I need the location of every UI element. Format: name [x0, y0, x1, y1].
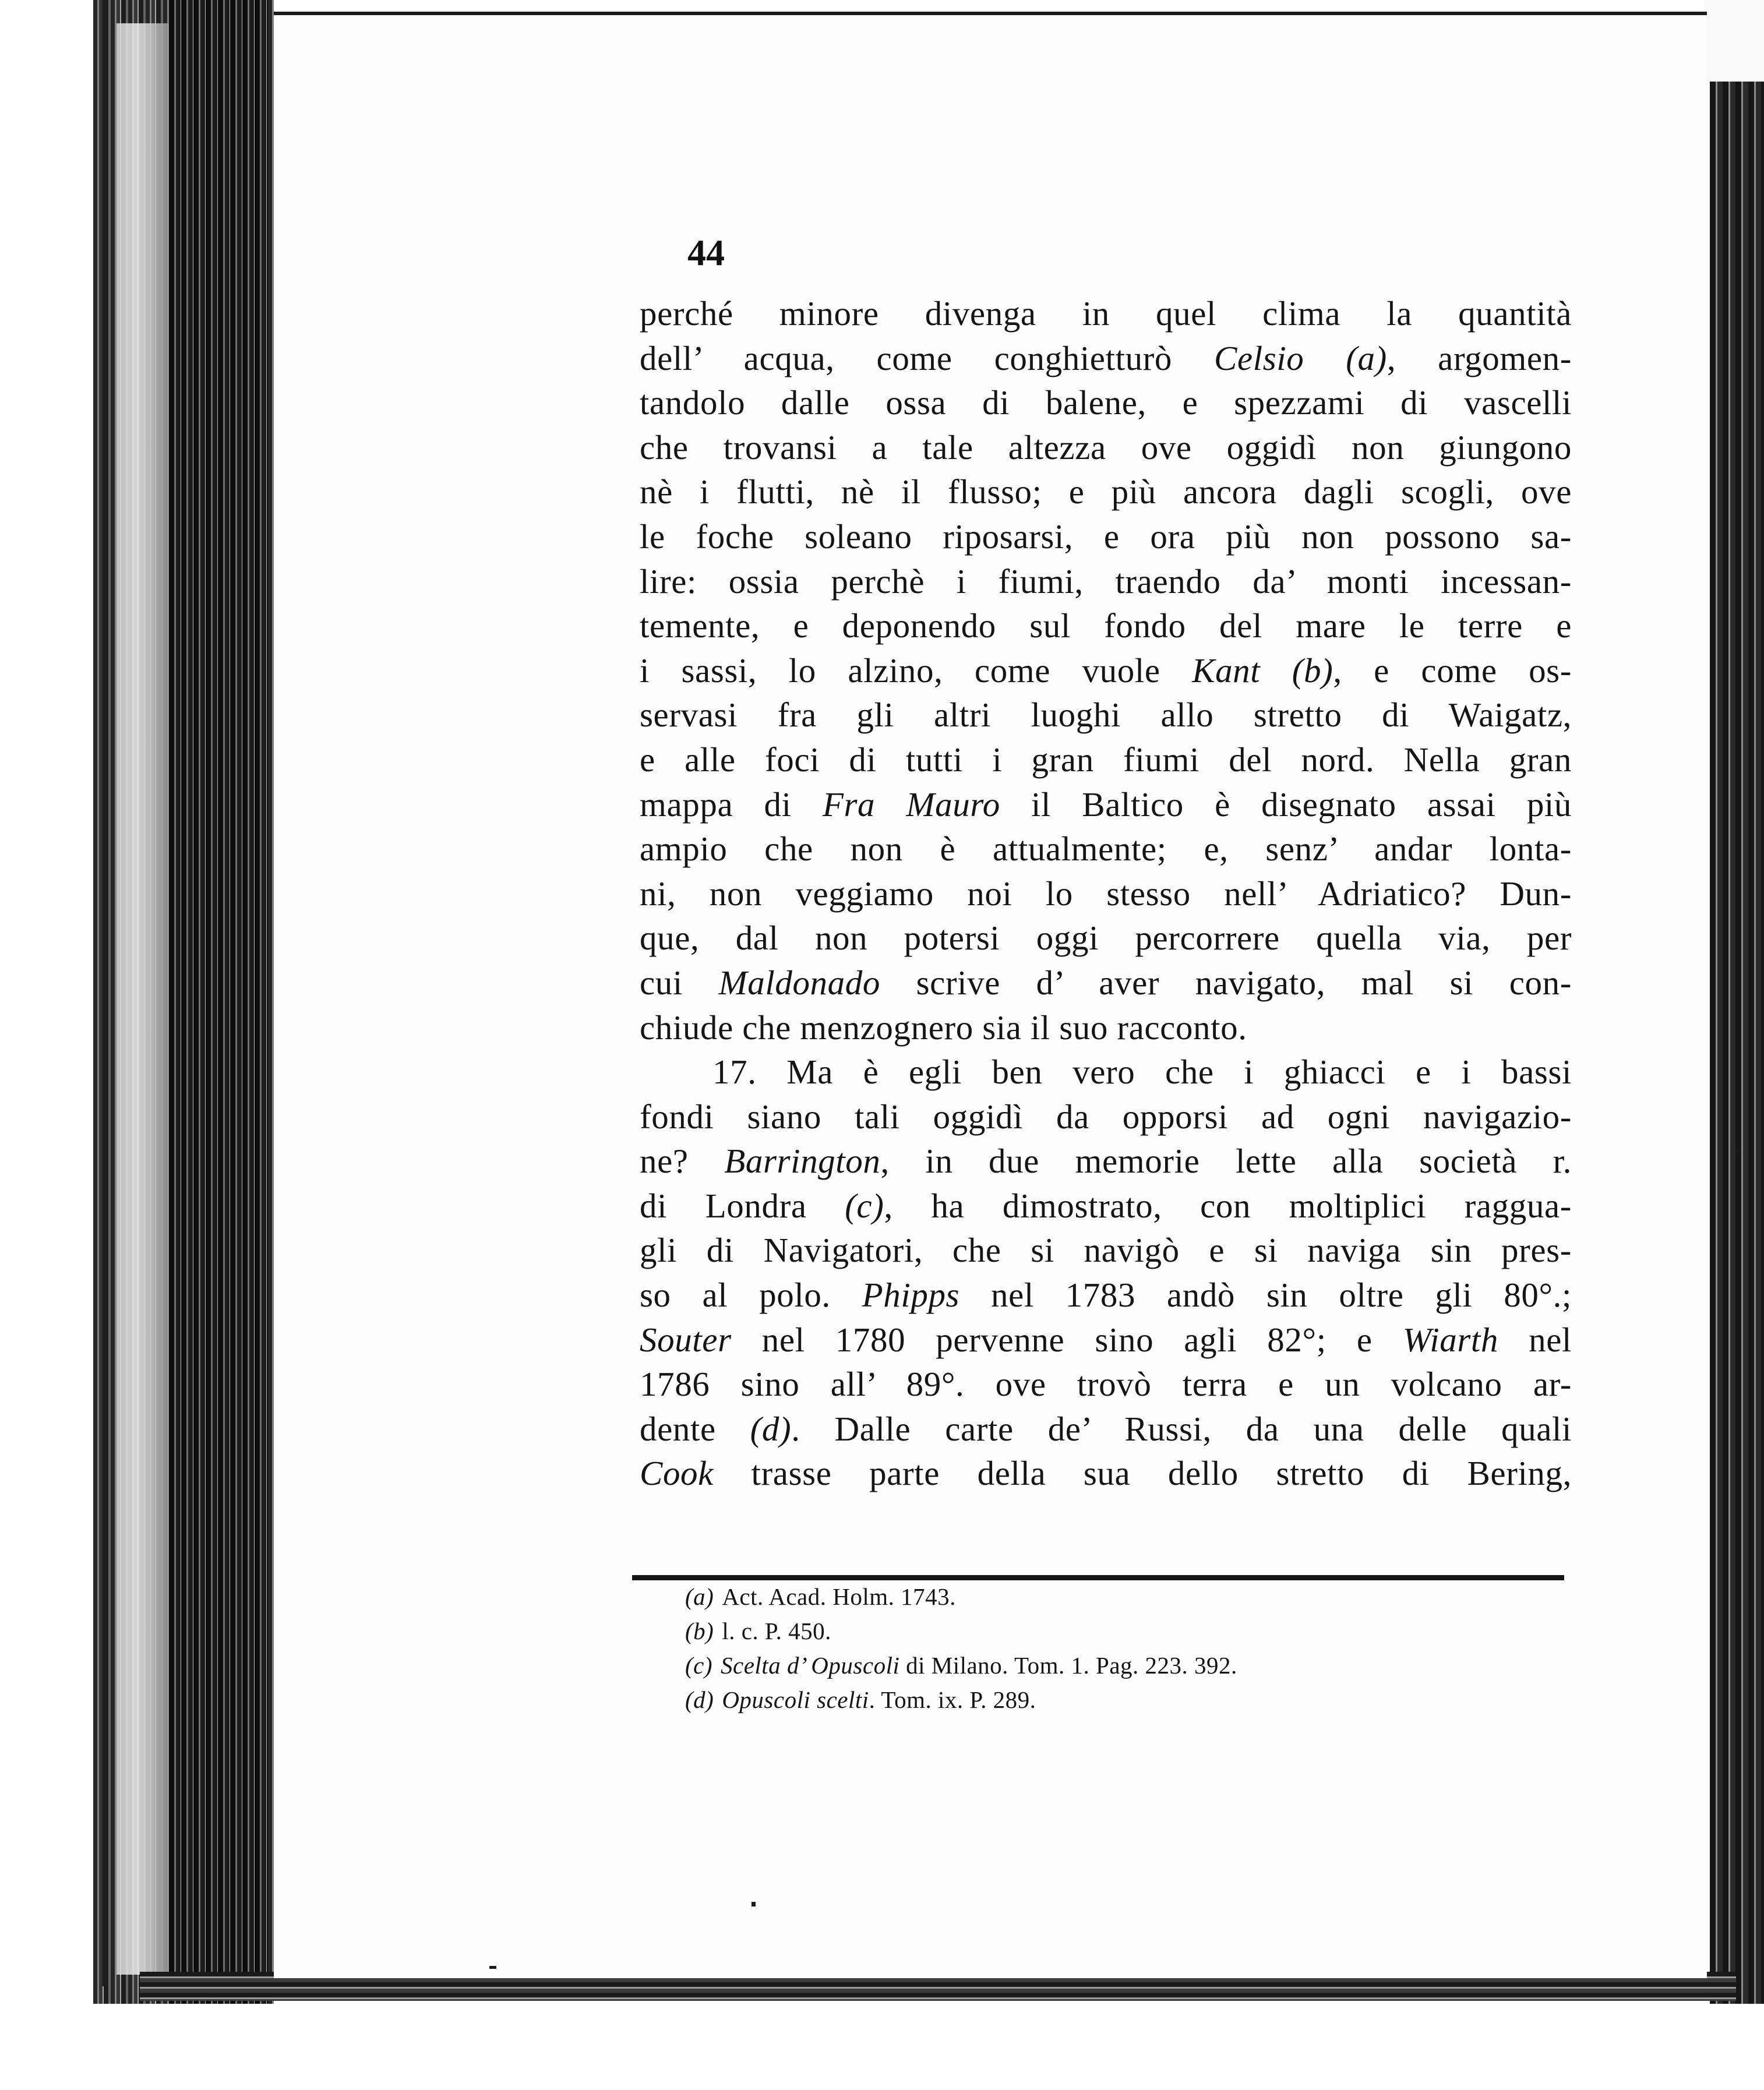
text-run: gli di Navigatori, che si navigò e si naviga sin pres-: [640, 1231, 1572, 1270]
text-line: [640, 782, 1572, 827]
text-line: [640, 425, 1572, 470]
text-run: i sassi, lo alzino, come vuole: [640, 651, 1193, 690]
text-run: , argomen-: [1386, 338, 1572, 377]
footnote-text: l. c. P. 450.: [722, 1618, 831, 1644]
text-line: [640, 961, 1572, 1005]
text-line: [640, 1273, 1572, 1318]
text-line: [640, 291, 1572, 336]
text-line: [640, 469, 1572, 514]
text-run: nel 1780 pervenne sino agli 82°; e: [731, 1320, 1403, 1359]
footnote-title: Opuscoli scelti: [722, 1686, 869, 1713]
speck: [489, 1966, 496, 1969]
text-run: que, dal non potersi oggi percorrere quella via, per: [640, 919, 1572, 958]
text-line: [640, 1139, 1572, 1184]
text-run: , ha dimostrato, con moltiplici ragguа-: [884, 1186, 1572, 1225]
footnote-marker: (c): [685, 1652, 713, 1679]
text-run: lire: ossia perchè i fiumi, traendo da’ monti incessan-: [640, 562, 1572, 601]
text-line: [640, 1362, 1572, 1407]
text-run: fondi siano tali oggidì da opporsi ad ogni navigazio-: [640, 1097, 1572, 1136]
italic-run: Phipps: [862, 1276, 960, 1315]
text-line: [640, 1451, 1572, 1496]
right-edge-top: [1704, 0, 1764, 82]
footnote: [685, 1614, 1501, 1648]
text-run: il Baltico è disegnato assai più: [1000, 785, 1572, 824]
italic-run: (c): [845, 1186, 884, 1225]
body-text: [640, 291, 1572, 1496]
text-run: ne?: [640, 1142, 725, 1181]
text-run: scrive d’ aver navigato, mal si con-: [880, 963, 1572, 1002]
page-stack-edge: [169, 0, 268, 2004]
text-line: [640, 1050, 1572, 1095]
text-run: ni, non veggiamo noi lo stesso nell’ Adriatico? Dun-: [640, 874, 1572, 913]
text-line: [640, 559, 1572, 604]
text-line: [640, 1407, 1572, 1452]
speck: [752, 1902, 756, 1907]
text-run: e alle foci di tutti i gran fiumi del nord. Nella gran: [640, 740, 1572, 779]
text-line: [640, 514, 1572, 559]
right-page-edge: [1710, 12, 1764, 2004]
text-run: , e come os-: [1333, 651, 1572, 690]
left-page-edge: [117, 23, 169, 1975]
text-run: nè i flutti, nè il flusso; e più ancora dagli scogli, ove: [640, 472, 1572, 511]
text-run: 1786 sino all’ 89°. ove trovò terra e un volcano ar-: [640, 1365, 1572, 1404]
italic-run: Wiarth: [1402, 1320, 1498, 1359]
text-run: temente, e deponendo sul fondo del mare le terre e: [640, 606, 1572, 645]
italic-run: Fra Mauro: [822, 785, 1000, 824]
footnote-marker: (a): [685, 1583, 714, 1610]
outer-border-line: [102, 0, 104, 1986]
footnote-marker: (b): [685, 1618, 714, 1644]
text-run: chiude che menzognero sia il suo racconto.: [640, 1008, 1247, 1047]
italic-run: Kant (b): [1192, 651, 1333, 690]
text-run: di Londra: [640, 1186, 845, 1225]
footnote-title: Scelta d’ Opuscoli: [721, 1652, 900, 1679]
text-run: cui: [640, 963, 719, 1002]
italic-run: Celsio (a): [1213, 338, 1387, 377]
text-run: nel 1783 andò sin oltre gli 80°.;: [959, 1276, 1572, 1315]
text-run: servasi fra gli altri luoghi allo stretto di Waigatz,: [640, 696, 1572, 735]
footnote: [685, 1648, 1501, 1683]
text-run: mappa di: [640, 785, 823, 824]
text-run: 17. Ma è egli ben vero che i ghiacci e i bassi: [712, 1053, 1572, 1092]
italic-run: Cook: [640, 1454, 714, 1493]
text-run: trasse parte della sua dello stretto di Bering,: [713, 1454, 1572, 1493]
footnote-text: Act. Acad. Holm. 1743.: [722, 1583, 956, 1610]
text-line: [640, 603, 1572, 648]
text-line: [640, 1228, 1572, 1273]
text-line: [640, 380, 1572, 425]
text-run: so al polo.: [640, 1276, 862, 1315]
footnote: [685, 1580, 1501, 1614]
text-line: [640, 1318, 1572, 1362]
text-line: [640, 336, 1572, 381]
footnote: [685, 1683, 1501, 1717]
text-line: [640, 1005, 1572, 1050]
text-line: [640, 916, 1572, 961]
page-number: 44: [687, 232, 725, 273]
text-line: [640, 737, 1572, 782]
text-line: [640, 648, 1572, 693]
text-run: dente: [640, 1409, 750, 1448]
footnote-marker: (d): [685, 1686, 714, 1713]
text-run: le foche soleano riposarsi, e ora più non possono sa-: [640, 517, 1572, 556]
text-run: ampio che non è attualmente; e, senz’ andar lonta-: [640, 829, 1572, 869]
italic-run: Maldonado: [718, 963, 880, 1002]
text-line: [640, 827, 1572, 871]
text-line: [640, 693, 1572, 737]
text-run: che trovansi a tale altezza ove oggidì non giungono: [640, 428, 1572, 467]
text-run: nel: [1498, 1320, 1572, 1359]
footnote-text: . Tom. ix. P. 289.: [869, 1686, 1036, 1713]
italic-run: Barrington: [724, 1142, 881, 1181]
text-line: [640, 1184, 1572, 1228]
text-line: [640, 1095, 1572, 1139]
text-run: , in due memorie lette alla società r.: [880, 1142, 1572, 1181]
text-run: dell’ acqua, come conghietturò: [640, 338, 1214, 377]
italic-run: (d): [750, 1409, 792, 1448]
speck: [1736, 1150, 1739, 1154]
footnotes: [685, 1580, 1501, 1717]
text-line: [640, 871, 1572, 916]
italic-run: Souter: [640, 1320, 732, 1359]
text-run: perché minore divenga in quel clima la quantità: [640, 294, 1572, 333]
text-run: tandolo dalle ossa di balene, e spezzami di vascelli: [640, 383, 1572, 422]
footnote-text: di Milano. Tom. 1. Pag. 223. 392.: [899, 1652, 1237, 1679]
text-run: . Dalle carte de’ Russi, da una delle quali: [791, 1409, 1572, 1448]
